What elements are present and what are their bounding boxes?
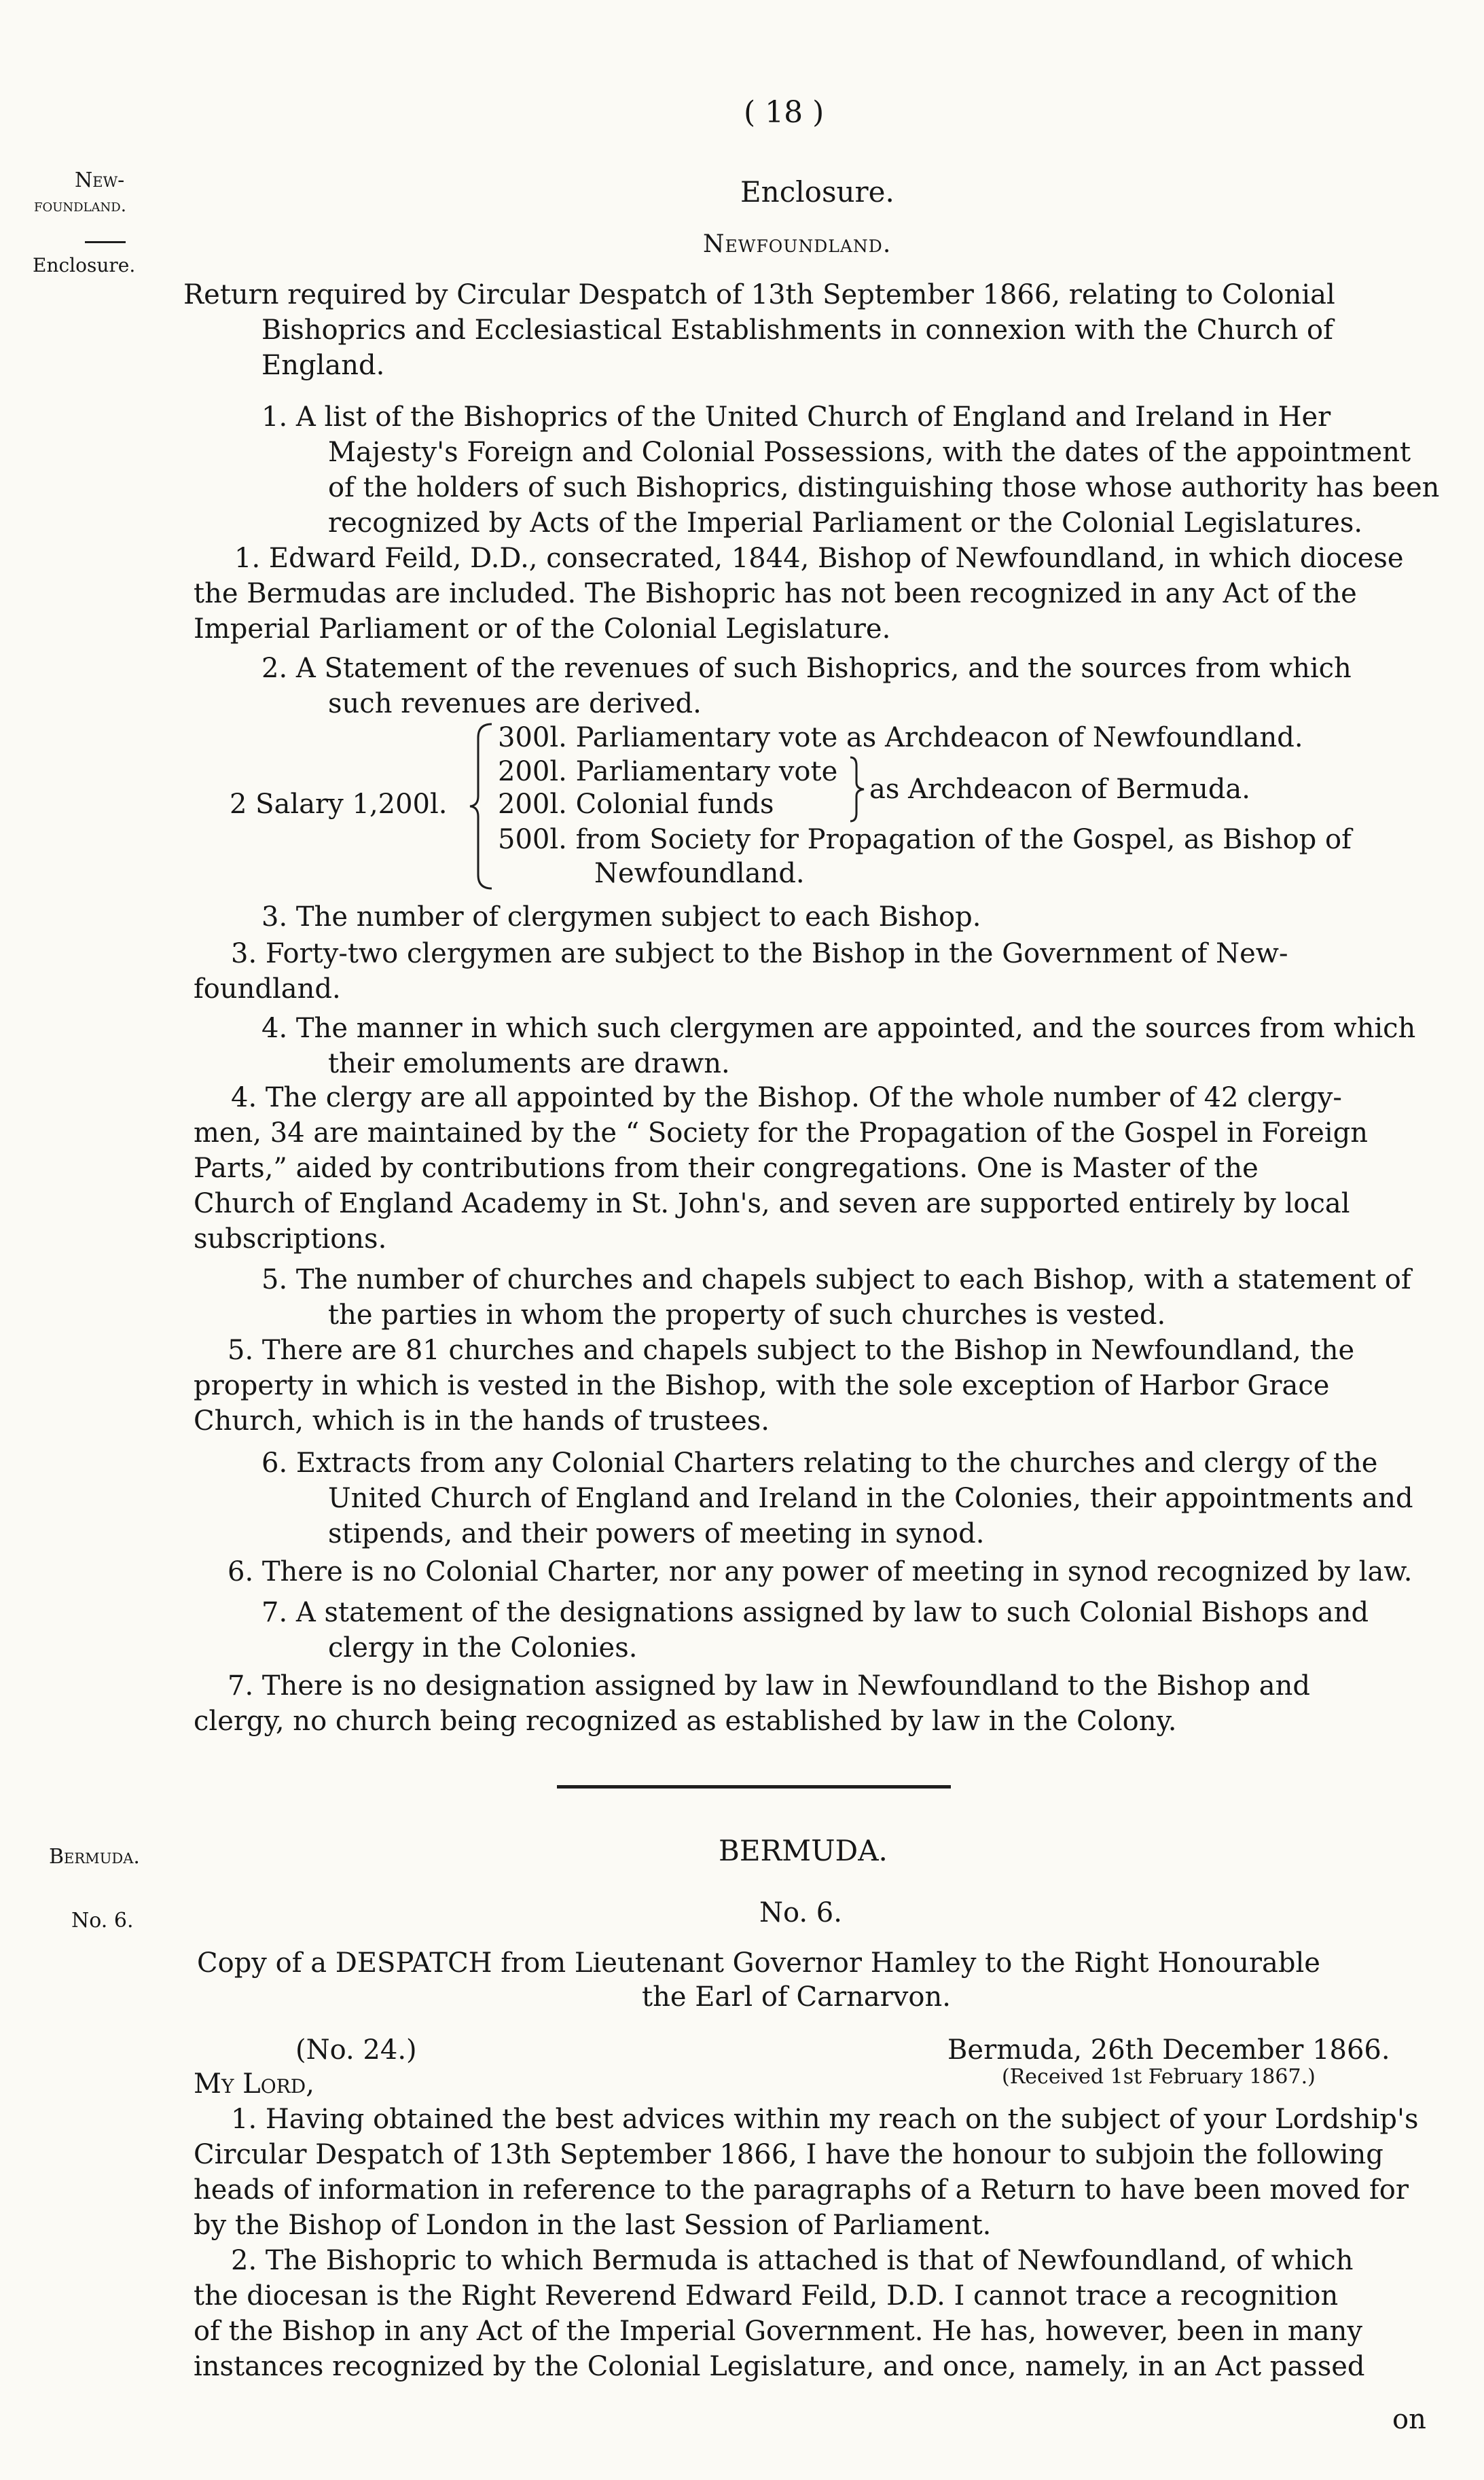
- margin-bermuda: Bermuda.: [49, 1845, 140, 1869]
- margin-newfoundland-cont: foundland.: [34, 196, 126, 216]
- question-5: 5. The number of churches and chapels subject to each Bishop, with a statement of: [261, 1264, 1411, 1295]
- salary-brace: [469, 721, 496, 891]
- paragraph-2: instances recognized by the Colonial Legislature, and once, namely, in an Act passed: [194, 2351, 1365, 2382]
- answer-5: Church, which is in the hands of trustees.: [194, 1405, 770, 1437]
- enclosure-heading: Enclosure.: [740, 175, 894, 209]
- question-7: clergy in the Colonies.: [328, 1632, 638, 1664]
- question-1: of the holders of such Bishoprics, distinguishing those whose authority has been: [328, 472, 1440, 503]
- answer-6: 6. There is no Colonial Charter, nor any power of meeting in synod recognized by law.: [228, 1556, 1413, 1587]
- answer-7: 7. There is no designation assigned by law in Newfoundland to the Bishop and: [228, 1670, 1311, 1702]
- intro-line: Return required by Circular Despatch of 13th September 1866, relating to Colonial: [183, 279, 1335, 310]
- answer-3: foundland.: [194, 973, 341, 1005]
- margin-enclosure: Enclosure.: [33, 254, 136, 276]
- despatch-no: (No. 24.): [295, 2034, 417, 2066]
- answer-5: property in which is vested in the Bishop, with the sole exception of Harbor Grace: [194, 1370, 1330, 1401]
- answer-5: 5. There are 81 churches and chapels subject to the Bishop in Newfoundland, the: [228, 1335, 1355, 1366]
- bermuda-brace: [849, 755, 867, 823]
- catchword: on: [1392, 2404, 1426, 2435]
- answer-1: the Bermudas are included. The Bishopric has not been recognized in any Act of the: [194, 578, 1357, 609]
- section-divider: [557, 1785, 951, 1789]
- paragraph-2: of the Bishop in any Act of the Imperial Government. He has, however, been in many: [194, 2316, 1362, 2347]
- question-1: Majesty's Foreign and Colonial Possessions, with the dates of the appointment: [328, 437, 1411, 468]
- question-3: 3. The number of clergymen subject to each Bishop.: [261, 901, 981, 933]
- despatch-title: Copy of a DESPATCH from Lieutenant Governor Hamley to the Right Honourable: [197, 1947, 1320, 1979]
- salary-line: Newfoundland.: [594, 858, 805, 889]
- paragraph-2: the diocesan is the Right Reverend Edward Feild, D.D. I cannot trace a recognition: [194, 2280, 1339, 2312]
- answer-4: men, 34 are maintained by the “ Society for the Propagation of the Gospel in Foreign: [194, 1117, 1369, 1149]
- despatch-number: No. 6.: [759, 1897, 842, 1928]
- salutation: My Lord,: [194, 2068, 314, 2100]
- question-6: stipends, and their powers of meeting in synod.: [328, 1518, 985, 1549]
- paragraph-2: 2. The Bishopric to which Bermuda is attached is that of Newfoundland, of which: [231, 2245, 1354, 2276]
- answer-1: 1. Edward Feild, D.D., consecrated, 1844, Bishop of Newfoundland, in which diocese: [234, 543, 1404, 574]
- question-5: the parties in whom the property of such churches is vested.: [328, 1299, 1166, 1331]
- answer-7: clergy, no church being recognized as established by law in the Colony.: [194, 1706, 1177, 1737]
- despatch-date: Bermuda, 26th December 1866.: [947, 2034, 1390, 2066]
- salary-group-note: as Archdeacon of Bermuda.: [869, 774, 1250, 805]
- salary-line: 500l. from Society for Propagation of the Gospel, as Bishop of: [498, 824, 1352, 855]
- question-4: 4. The manner in which such clergymen are appointed, and the sources from which: [261, 1013, 1416, 1044]
- answer-3: 3. Forty-two clergymen are subject to the Bishop in the Government of New-: [231, 938, 1288, 969]
- despatch-title-cont: the Earl of Carnarvon.: [642, 1981, 951, 2013]
- salary-line: 200l. Parliamentary vote: [498, 756, 838, 787]
- answer-1: Imperial Parliament or of the Colonial Legislature.: [194, 613, 891, 645]
- intro-line: England.: [261, 350, 385, 381]
- paragraph-1: Circular Despatch of 13th September 1866, I have the honour to subjoin the following: [194, 2139, 1383, 2170]
- margin-newfoundland: New-: [75, 168, 125, 192]
- question-7: 7. A statement of the designations assigned by law to such Colonial Bishops and: [261, 1597, 1369, 1628]
- question-2: 2. A Statement of the revenues of such Bishoprics, and the sources from which: [261, 653, 1352, 684]
- margin-rule: [85, 241, 126, 243]
- paragraph-1: by the Bishop of London in the last Session of Parliament.: [194, 2210, 992, 2241]
- answer-4: Church of England Academy in St. John's, and seven are supported entirely by local: [194, 1188, 1350, 1219]
- question-4: their emoluments are drawn.: [328, 1048, 730, 1079]
- question-1: recognized by Acts of the Imperial Parliament or the Colonial Legislatures.: [328, 507, 1363, 539]
- page-number: ( 18 ): [744, 95, 825, 130]
- intro-line: Bishoprics and Ecclesiastical Establishments in connexion with the Church of: [261, 315, 1333, 346]
- answer-4: subscriptions.: [194, 1223, 387, 1255]
- salary-line: 200l. Colonial funds: [498, 789, 774, 820]
- paragraph-1: heads of information in reference to the paragraphs of a Return to have been moved for: [194, 2174, 1409, 2206]
- bermuda-heading: BERMUDA.: [719, 1834, 888, 1867]
- received-date: (Received 1st February 1867.): [1002, 2065, 1316, 2089]
- enclosure-subheading: Newfoundland.: [703, 230, 892, 258]
- margin-no6: No. 6.: [71, 1909, 134, 1933]
- question-6: 6. Extracts from any Colonial Charters relating to the churches and clergy of the: [261, 1448, 1378, 1479]
- question-6: United Church of England and Ireland in the Colonies, their appointments and: [328, 1483, 1413, 1514]
- salary-label: 2 Salary 1,200l.: [230, 789, 448, 820]
- question-2: such revenues are derived.: [328, 688, 702, 719]
- answer-4: 4. The clergy are all appointed by the Bishop. Of the whole number of 42 clergy-: [231, 1082, 1342, 1113]
- paragraph-1: 1. Having obtained the best advices within my reach on the subject of your Lordship's: [231, 2104, 1419, 2135]
- question-1: 1. A list of the Bishoprics of the United Church of England and Ireland in Her: [261, 401, 1331, 433]
- answer-4: Parts,” aided by contributions from their congregations. One is Master of the: [194, 1153, 1259, 1184]
- salary-line: 300l. Parliamentary vote as Archdeacon of Newfoundland.: [498, 722, 1303, 753]
